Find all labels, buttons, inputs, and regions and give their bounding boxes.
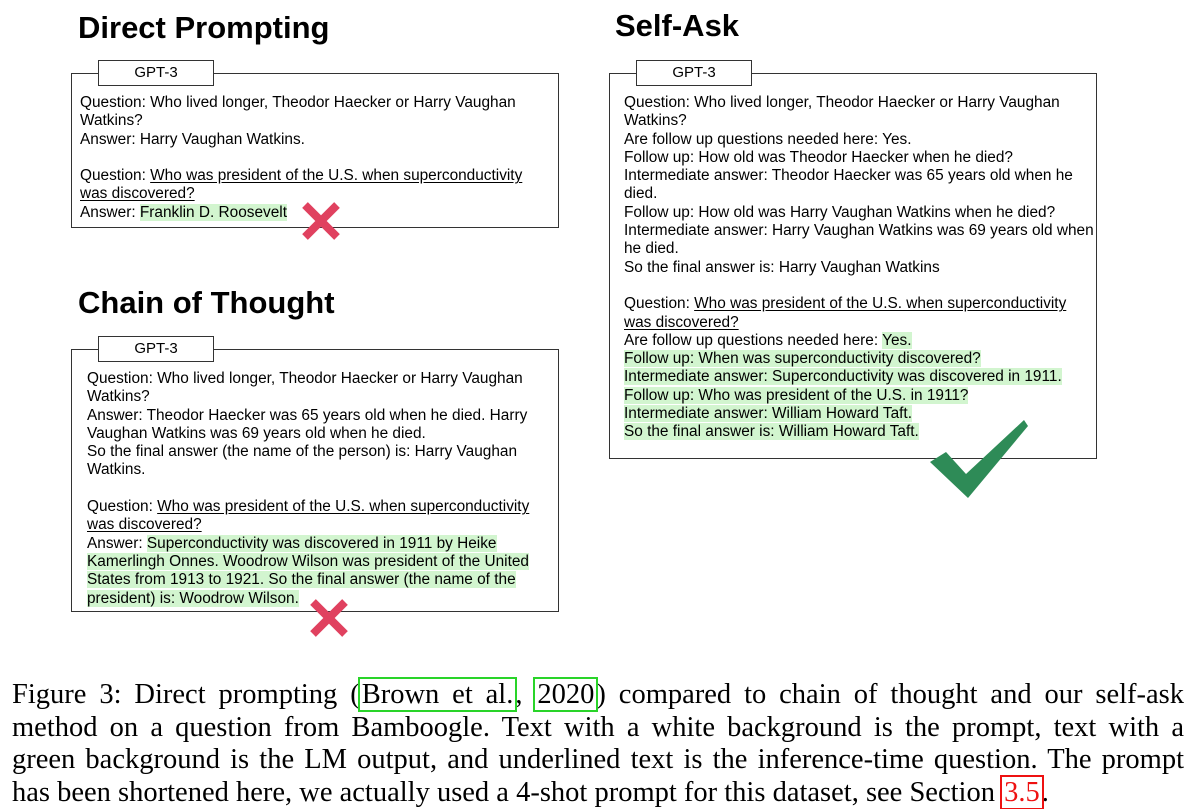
text-line: Watkins? xyxy=(624,112,1094,130)
text-line: Question: Who lived longer, Theodor Haecker or Harry Vaughan xyxy=(80,94,522,112)
answer-prefix: Answer: xyxy=(87,535,147,552)
text-line: died. xyxy=(624,185,1094,203)
text-line: Follow up: How old was Theodor Haecker when he died? xyxy=(624,149,1094,167)
chain-of-thought-heading: Chain of Thought xyxy=(78,287,335,318)
lm-output: Follow up: When was superconductivity discovered? xyxy=(624,350,981,367)
text-line: Vaughan Watkins was 69 years old when he died. xyxy=(87,425,529,443)
text-line: Watkins? xyxy=(87,388,529,406)
text-line: Watkins. xyxy=(87,461,529,479)
self-ask-panel xyxy=(609,73,1097,459)
answer-line xyxy=(87,535,529,553)
section-ref-link[interactable]: 3.5 xyxy=(1002,777,1042,808)
text-line: Question: Who lived longer, Theodor Haecker or Harry Vaughan xyxy=(87,370,529,388)
question-line xyxy=(624,314,1094,332)
cot-model-tag: GPT-3 xyxy=(98,336,214,362)
inference-question: was discovered? xyxy=(624,314,739,331)
inference-question: Who was president of the U.S. when superconductivity xyxy=(694,295,1066,312)
caption-line: has been shortened here, we actually used a 4-shot prompt for this dataset, see Section 3.5. xyxy=(12,777,1184,809)
lm-output: Superconductivity was discovered in 1911 by Heike xyxy=(147,535,497,552)
lm-output: Franklin D. Roosevelt xyxy=(140,204,287,221)
text-line: Answer: Theodor Haecker was 65 years old when he died. Harry xyxy=(87,407,529,425)
text-line: Question: Who lived longer, Theodor Haecker or Harry Vaughan xyxy=(624,94,1094,112)
text-line: So the final answer is: Harry Vaughan Watkins xyxy=(624,259,1094,277)
caption-line: method on a question from Bamboogle. Text with a white background is the prompt, text with a xyxy=(12,712,1184,745)
x-mark-icon xyxy=(300,200,342,242)
text-line: Answer: Harry Vaughan Watkins. xyxy=(80,131,522,149)
answer-prefix: Answer: xyxy=(80,204,140,221)
question-line xyxy=(80,167,522,185)
lm-output: Intermediate answer: Superconductivity was discovered in 1911. xyxy=(624,368,1062,385)
output-line xyxy=(624,368,1094,386)
text-line: Are follow up questions needed here: Yes. xyxy=(624,131,1094,149)
lm-output: States from 1913 to 1921. So the final answer (the name of the xyxy=(87,571,516,588)
direct-model-tag: GPT-3 xyxy=(98,60,214,86)
citation-year-link[interactable]: 2020 xyxy=(535,679,596,710)
caption-line: Figure 3: Direct prompting (Brown et al., 2020) compared to chain of thought and our self-ask xyxy=(12,679,1184,712)
x-mark-icon xyxy=(308,597,350,639)
text-line: Intermediate answer: Theodor Haecker was 65 years old when he xyxy=(624,167,1094,185)
chain-of-thought-panel xyxy=(71,349,559,612)
inference-question: Who was president of the U.S. when superconductivity xyxy=(150,167,522,184)
text-line: Follow up: How old was Harry Vaughan Watkins when he died? xyxy=(624,204,1094,222)
lm-output: Kamerlingh Onnes. Woodrow Wilson was president of the United xyxy=(87,553,529,570)
question-prefix: Question: xyxy=(87,498,157,515)
question-line xyxy=(87,516,529,534)
question-line xyxy=(624,295,1094,313)
answer-line xyxy=(87,571,529,589)
lm-output: So the final answer is: William Howard Taft. xyxy=(624,423,919,440)
question-prefix: Question: xyxy=(80,167,150,184)
caption-line: green background is the LM output, and underlined text is the inference-time question. The prompt xyxy=(12,744,1184,777)
inference-question: was discovered? xyxy=(87,516,202,533)
figure-caption xyxy=(12,679,1184,809)
followup-line xyxy=(624,332,1094,350)
cot-prompt-text xyxy=(87,370,529,608)
text-line: So the final answer (the name of the person) is: Harry Vaughan xyxy=(87,443,529,461)
text-line: he died. xyxy=(624,240,1094,258)
self-ask-prompt-text xyxy=(624,94,1094,442)
answer-line xyxy=(87,553,529,571)
output-line xyxy=(624,350,1094,368)
citation-link[interactable]: Brown et al. xyxy=(360,679,516,710)
direct-prompting-heading: Direct Prompting xyxy=(78,12,329,43)
output-line xyxy=(624,387,1094,405)
lm-output: Yes. xyxy=(882,332,911,349)
self-ask-heading: Self-Ask xyxy=(615,10,739,41)
self-ask-model-tag: GPT-3 xyxy=(636,60,752,86)
text-line: Watkins? xyxy=(80,112,522,130)
text-line: Intermediate answer: Harry Vaughan Watkins was 69 years old when xyxy=(624,222,1094,240)
lm-output: Follow up: Who was president of the U.S. in 1911? xyxy=(624,387,968,404)
check-mark-icon xyxy=(928,418,1032,502)
question-prefix: Question: xyxy=(624,295,694,312)
lm-output: Intermediate answer: William Howard Taft. xyxy=(624,405,912,422)
followup-prefix: Are follow up questions needed here: xyxy=(624,332,882,349)
question-line xyxy=(87,498,529,516)
lm-output: president) is: Woodrow Wilson. xyxy=(87,590,299,607)
inference-question: was discovered? xyxy=(80,185,195,202)
figure-label: Figure 3: xyxy=(12,679,122,710)
inference-question: Who was president of the U.S. when superconductivity xyxy=(157,498,529,515)
